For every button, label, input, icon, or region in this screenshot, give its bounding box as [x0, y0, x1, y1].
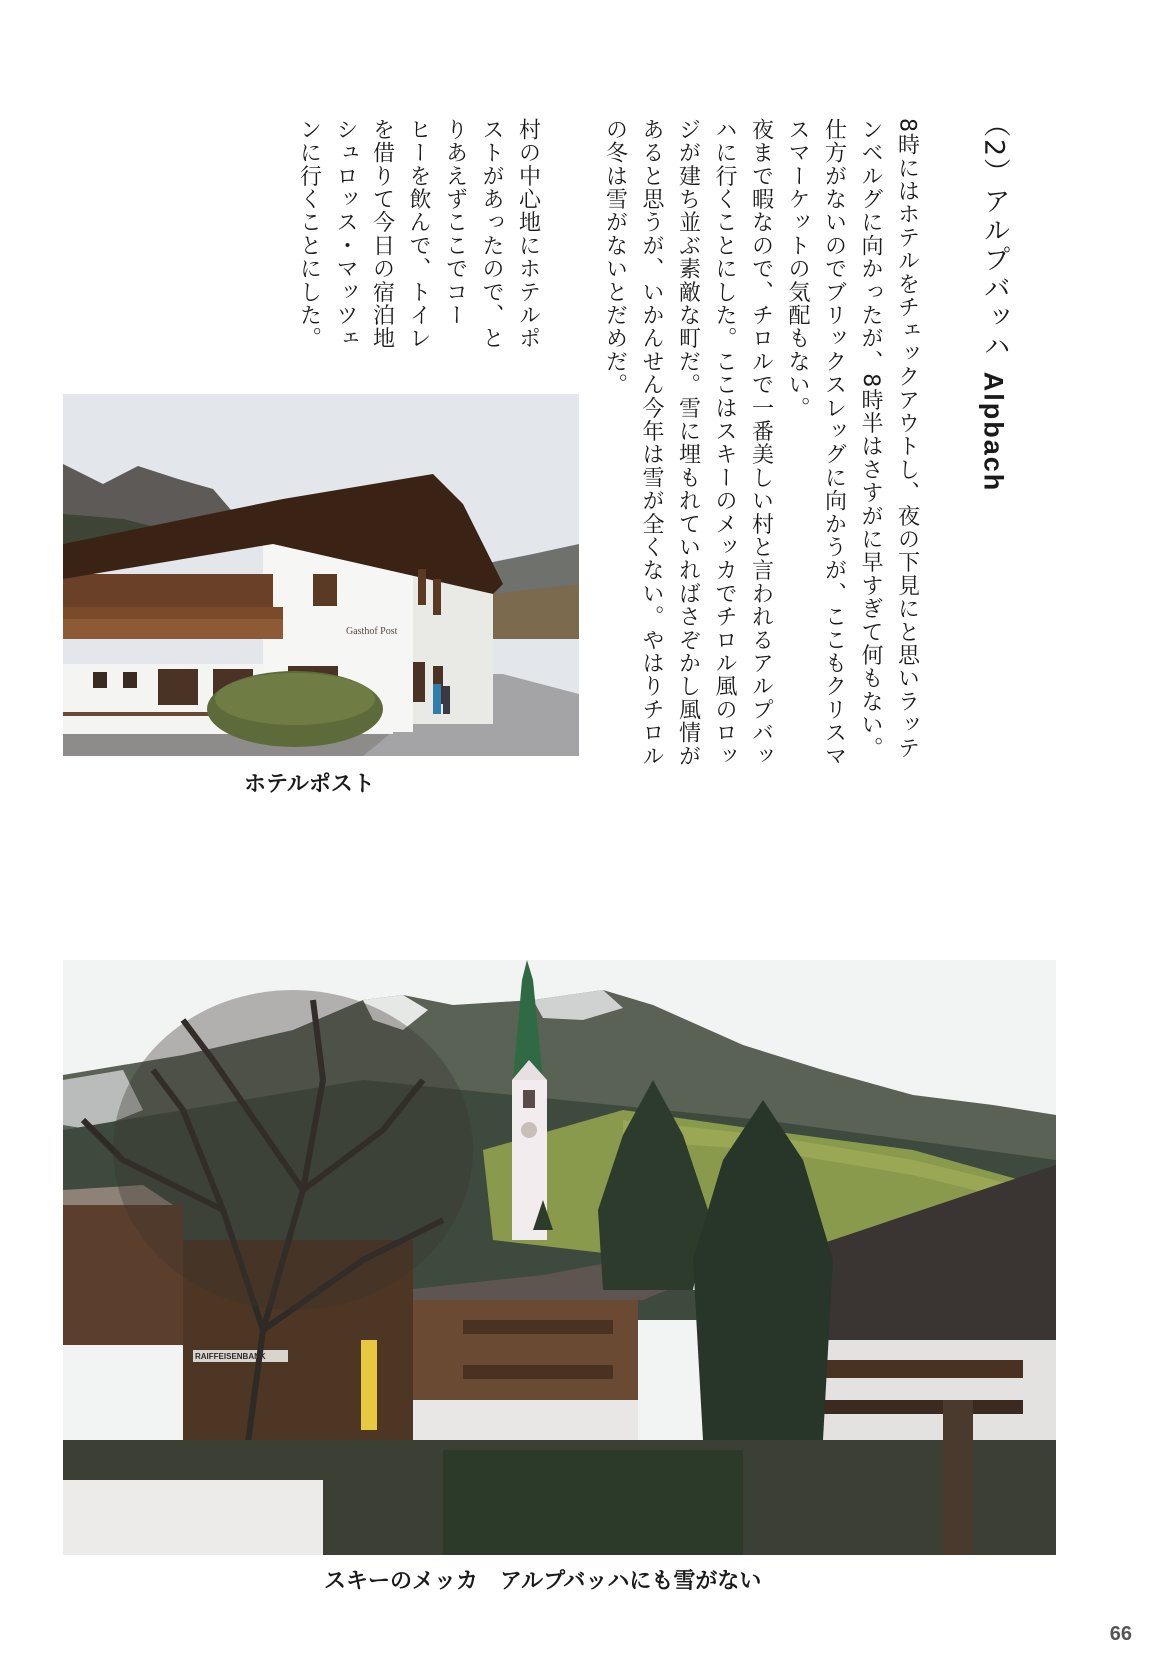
- section-number: （2）: [978, 110, 1010, 188]
- hotel-sign-text: Gasthof Post: [346, 626, 398, 637]
- page-number: 66: [1109, 1623, 1132, 1645]
- section-title-jp: アルプバッハ: [978, 187, 1010, 362]
- village-photo-caption: スキーのメッカ アルプバッハにも雪がない: [324, 1568, 762, 1593]
- bank-sign-text: RAIFFEISENBANK: [195, 1352, 266, 1361]
- hotel-post-photo: [63, 394, 579, 756]
- alpbach-village-photo: [63, 960, 1056, 1555]
- section-title-en: Alpbach: [978, 371, 1009, 493]
- body-text-column-main: 8時にはホテルをチェックアウトし、夜の下見にと思いラッテ ンベルグに向かったが、8時半はさすがに早すぎて何もない。 仕方がないのでブリックスレッグに向かうが、ここもクリスマ スマーケットの気配もない。 夜まで暇なので、チロルで一番美しい村と言われるアルプバッ ハに行くことにした。ここはスキーのメッカでチロル風のロッ ジが建ち並ぶ素敵な町だ。雪に埋もれていればさぞかし風情が あると思うが、いかんせん今年は雪が全くない。やはりチロル の冬は雪がないとだめだ。: [602, 118, 920, 768]
- section-heading: [978, 110, 1009, 492]
- hotel-photo-caption: ホテルポスト: [244, 771, 375, 796]
- body-text-column-short: 村の中心地にホテルポ ストがあったので、と りあえずここでコー ヒーを飲んで、トイレ を借りて今日の宿泊地 シュロッス・マッツェ ンに行くことにした。: [296, 118, 541, 350]
